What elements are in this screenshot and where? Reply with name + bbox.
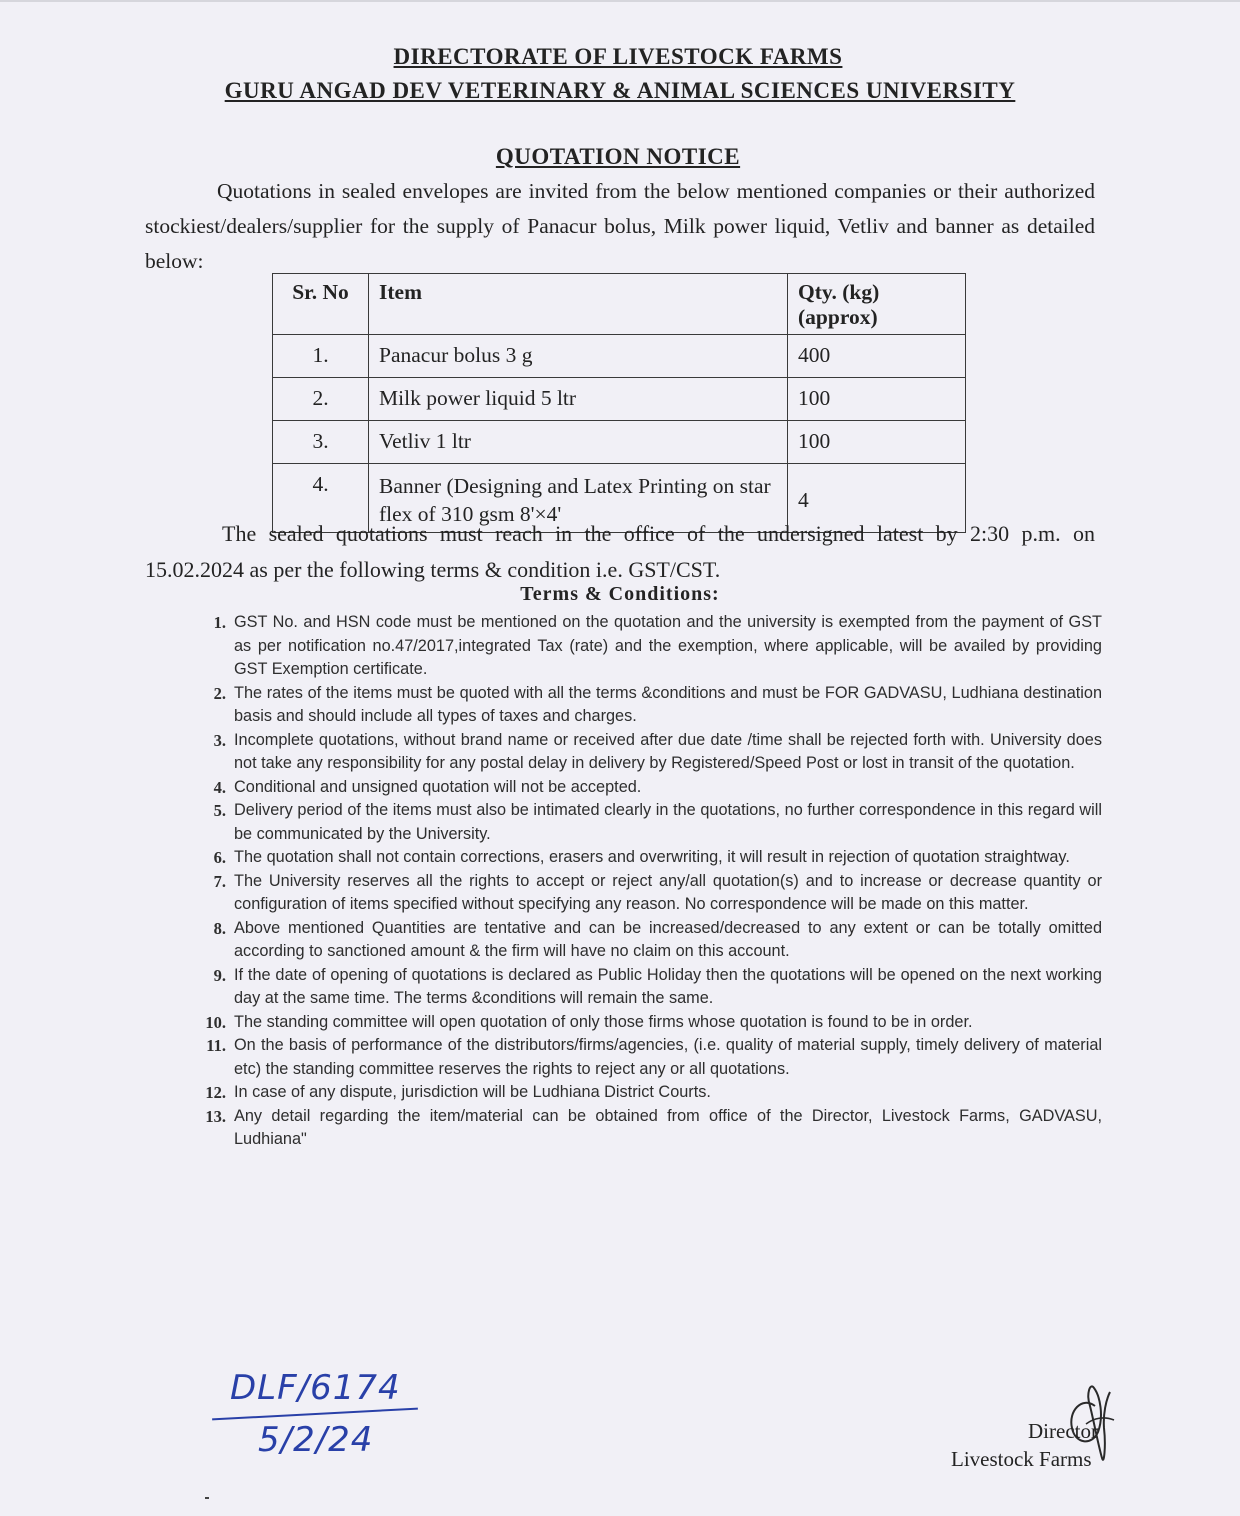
term-text: The quotation shall not contain corrections, erasers and overwriting, it will result in rejection of quotation straightway. xyxy=(234,848,1070,866)
header-item: Item xyxy=(369,274,788,335)
handwritten-reference: DLF/6174 xyxy=(230,1368,401,1408)
scan-speck xyxy=(205,1497,209,1499)
terms-heading: Terms & Conditions: xyxy=(520,583,720,605)
term-number: 12. xyxy=(205,1083,226,1102)
header-qty: Qty. (kg) (approx) xyxy=(788,274,966,335)
term-text: Above mentioned Quantities are tentative and can be increased/decreased to any extent or can be totally omitted according to sanctioned amount & the firm will have no claim on this account. xyxy=(234,918,1102,960)
term-number: 6. xyxy=(213,848,226,867)
items-table xyxy=(272,273,966,533)
list-item xyxy=(190,799,1102,846)
term-number: 2. xyxy=(213,683,226,703)
term-text: If the date of opening of quotations is declared as Public Holiday then the quotations will be opened on the next working day at the same time. The terms &conditions will remain the same. xyxy=(234,965,1102,1007)
term-text: Conditional and unsigned quotation will not be accepted. xyxy=(234,777,642,796)
list-item xyxy=(190,682,1102,729)
university-heading: GURU ANGAD DEV VETERINARY & ANIMAL SCIENCES UNIVERSITY xyxy=(224,78,1016,103)
row-qty: 100 xyxy=(788,378,966,421)
row-sr: 1. xyxy=(273,335,369,378)
list-item xyxy=(190,776,1102,800)
row-item: Panacur bolus 3 g xyxy=(369,335,788,378)
row-qty: 4 xyxy=(788,464,966,533)
row-item: Milk power liquid 5 ltr xyxy=(369,378,788,421)
list-item xyxy=(190,1034,1102,1081)
term-text: The standing committee will open quotation of only those firms whose quotation is found to be in order. xyxy=(234,1012,973,1031)
handwritten-underline xyxy=(212,1408,418,1421)
term-text: GST No. and HSN code must be mentioned on the quotation and the university is exempted from the payment of GST as per notification no.47/2017,integrated Tax (rate) and the exemption, where applicable, will be availed by providing GST Exemption certificate. xyxy=(234,613,1102,678)
term-number: 13. xyxy=(205,1106,226,1126)
list-item xyxy=(190,1081,1102,1105)
list-item xyxy=(190,729,1102,776)
table-header-row xyxy=(273,274,966,335)
row-sr: 4. xyxy=(273,464,369,533)
table-row xyxy=(273,335,966,378)
handwritten-date: 5/2/24 xyxy=(258,1420,374,1460)
notice-title: QUOTATION NOTICE xyxy=(495,144,741,169)
list-item xyxy=(190,1011,1102,1035)
term-text: In case of any dispute, jurisdiction will be Ludhiana District Courts. xyxy=(234,1083,711,1101)
term-number: 3. xyxy=(213,730,226,750)
list-item xyxy=(190,917,1102,964)
term-number: 4. xyxy=(213,777,226,797)
term-text: On the basis of performance of the distributors/firms/agencies, (i.e. quality of material supply, timely delivery of material etc) the standing committee reserves the rights to reject any or all quotations. xyxy=(234,1036,1102,1078)
term-number: 1. xyxy=(213,613,226,632)
signatory-office: Livestock Farms xyxy=(951,1447,1092,1471)
term-number: 8. xyxy=(213,918,226,938)
row-item: Banner (Designing and Latex Printing on star flex of 310 gsm 8'×4' xyxy=(369,464,788,533)
term-number: 7. xyxy=(213,871,226,891)
list-item xyxy=(190,611,1102,682)
signatory-title: Director xyxy=(1028,1419,1098,1443)
term-number: 9. xyxy=(213,965,226,985)
term-text: Delivery period of the items must also be intimated clearly in the quotations, no further correspondence in this regard will be communicated by the University. xyxy=(234,801,1102,843)
deadline-paragraph: The sealed quotations must reach in the office of the undersigned latest by 2:30 p.m. on 15.02.2024 as per the following terms & condition i.e. GST/CST. xyxy=(145,521,1095,582)
header-sr-no: Sr. No xyxy=(273,274,369,335)
list-item xyxy=(190,964,1102,1011)
term-number: 5. xyxy=(213,801,226,820)
term-number: 10. xyxy=(205,1012,226,1032)
row-item: Vetliv 1 ltr xyxy=(369,421,788,464)
term-text: Any detail regarding the item/material can be obtained from office of the Director, Livestock Farms, GADVASU, Ludhiana" xyxy=(234,1106,1102,1148)
row-sr: 2. xyxy=(273,378,369,421)
terms-list xyxy=(190,611,1102,1152)
row-qty: 100 xyxy=(788,421,966,464)
term-text: Incomplete quotations, without brand name or received after due date /time shall be rejected forth with. University does not take any responsibility for any postal delay in delivery by Registered/Speed Post or lost in transit of the quotation. xyxy=(234,730,1102,772)
list-item xyxy=(190,870,1102,917)
table-row xyxy=(273,378,966,421)
term-number: 11. xyxy=(206,1036,226,1055)
row-sr: 3. xyxy=(273,421,369,464)
list-item xyxy=(190,1105,1102,1152)
scan-edge xyxy=(0,0,1240,2)
row-qty: 400 xyxy=(788,335,966,378)
list-item xyxy=(190,846,1102,870)
table-row xyxy=(273,421,966,464)
intro-paragraph: Quotations in sealed envelopes are invited from the below mentioned companies or their authorized stockiest/dealers/supplier for the supply of Panacur bolus, Milk power liquid, Vetliv and banner as detailed below: xyxy=(145,179,1095,273)
term-text: The rates of the items must be quoted with all the terms &conditions and must be FOR GADVASU, Ludhiana destination basis and should include all types of taxes and charges. xyxy=(234,683,1102,725)
term-text: The University reserves all the rights to accept or reject any/all quotation(s) and to increase or decrease quantity or configuration of items specified without specifying any reason. No correspondence will be made on this matter. xyxy=(234,871,1102,913)
directorate-heading: DIRECTORATE OF LIVESTOCK FARMS xyxy=(393,44,843,69)
